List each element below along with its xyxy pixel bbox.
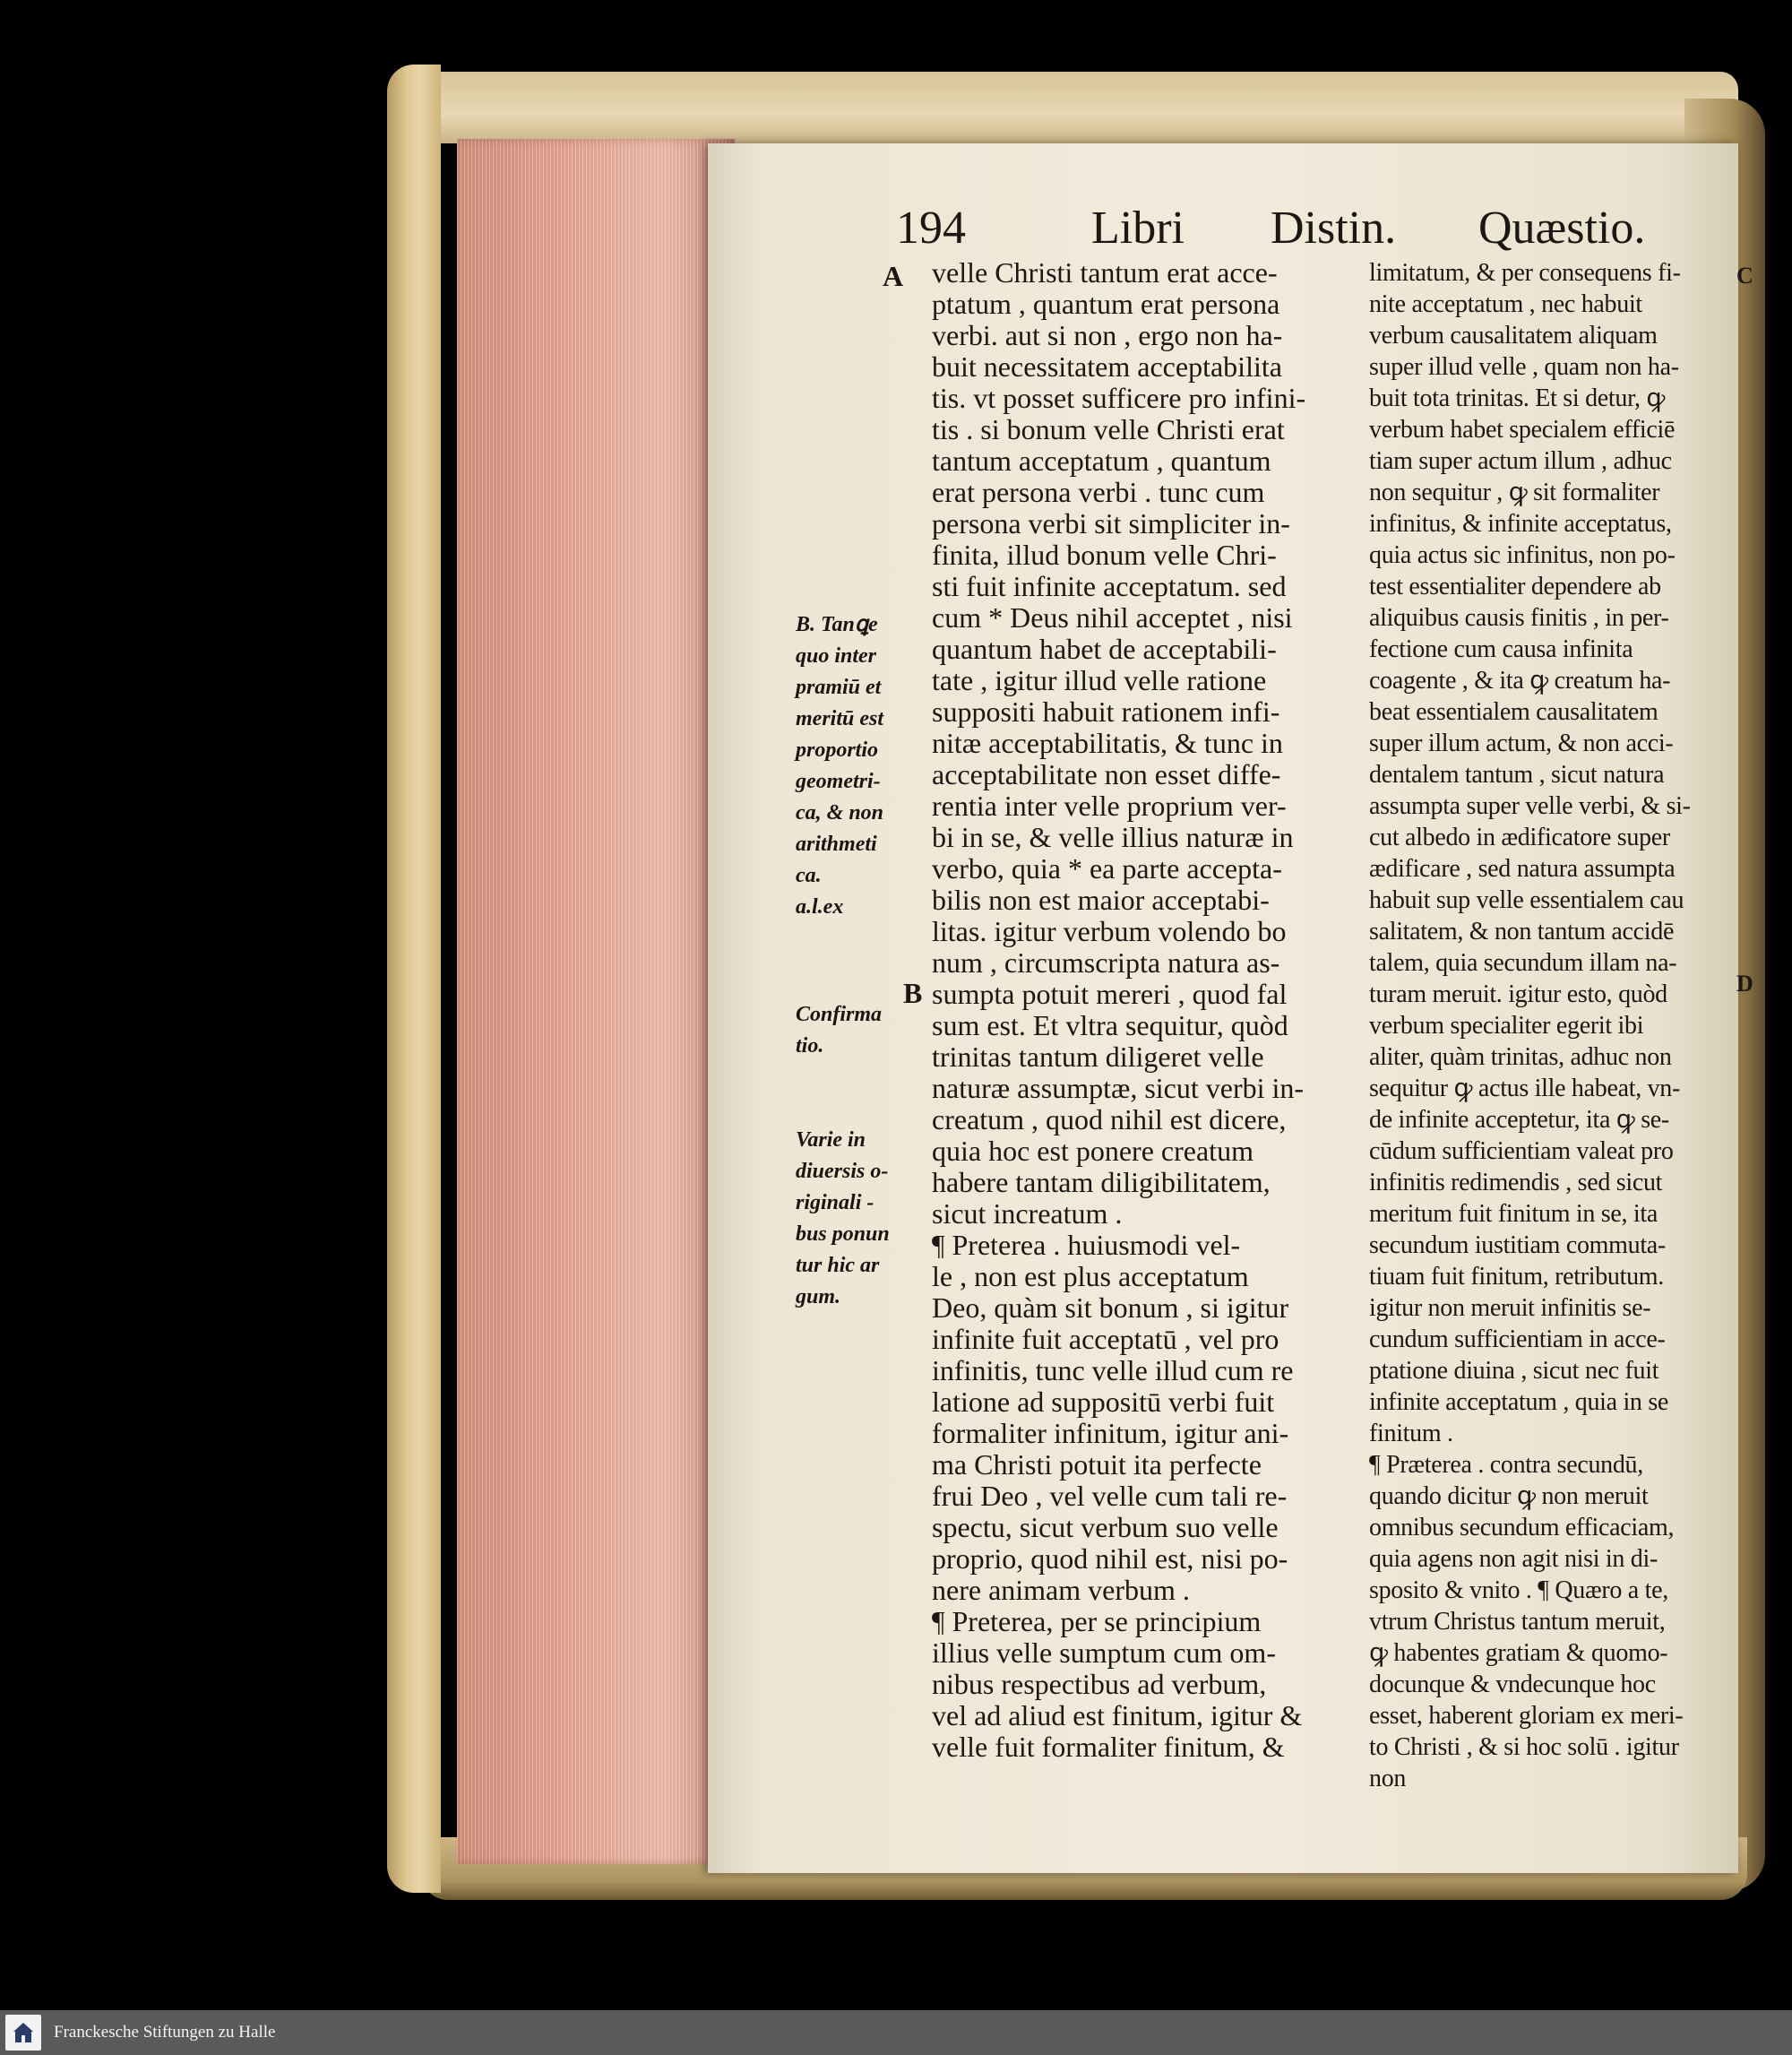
text-line: trinitas tantum diligeret velle: [932, 1040, 1264, 1073]
text-line: ædificare , sed natura assumpta: [1369, 855, 1676, 883]
text-line: proprio, quod nihil est, nisi po-: [932, 1542, 1288, 1575]
text-line: verbum habet specialem efficiē: [1369, 416, 1676, 444]
text-line: vtrum Christus tantum meruit,: [1369, 1608, 1666, 1636]
text-line: super illum actum, & non acci-: [1369, 730, 1674, 757]
text-line: a.l.ex: [796, 895, 844, 919]
text-line: frui Deo , vel velle cum tali re-: [932, 1480, 1288, 1512]
text-line: quo inter: [796, 644, 877, 668]
text-line: acceptabilitate non esset diffe-: [932, 758, 1281, 790]
text-line: nere animam verbum .: [932, 1574, 1190, 1606]
running-head-libri: Libri: [1091, 203, 1185, 254]
text-line: B. Tanꝗe: [796, 613, 878, 636]
text-line: cut albedo in ædificatore super: [1369, 824, 1670, 851]
text-line: beat essentialem causalitatem: [1369, 698, 1658, 726]
text-line: ¶ Preterea . huiusmodi vel-: [932, 1229, 1241, 1261]
text-line: aliter, quàm trinitas, adhuc non: [1369, 1043, 1672, 1071]
text-line: cūdum sufficientiam valeat pro: [1369, 1137, 1674, 1165]
text-line: finita, illud bonum velle Chri-: [932, 539, 1277, 571]
text-line: ca, & non: [796, 801, 884, 825]
text-line: quia actus sic infinitus, non po-: [1369, 541, 1676, 569]
text-line: verbi. aut si non , ergo non ha-: [932, 319, 1283, 351]
text-line: habuit sup velle essentialem cau: [1369, 886, 1684, 914]
text-line: persona verbi sit simpliciter in-: [932, 507, 1290, 540]
running-head-distin: Distin.: [1271, 203, 1397, 254]
text-line: cum * Deus nihil acceptet , nisi: [932, 601, 1293, 634]
text-line: bi in se, & velle illius naturæ in: [932, 821, 1294, 853]
text-line: ptatum , quantum erat persona: [932, 288, 1280, 320]
text-line: tis . si bonum velle Christi erat: [932, 413, 1285, 445]
text-line: verbum causalitatem aliquam: [1369, 322, 1658, 350]
text-line: limitatum, & per consequens fi-: [1369, 259, 1681, 287]
text-line: fectione cum causa infinita: [1369, 635, 1633, 663]
text-line: nite acceptatum , nec habuit: [1369, 290, 1642, 318]
text-line: nibus respectibus ad verbum,: [932, 1668, 1267, 1700]
footer-bar: [0, 2010, 1792, 2055]
text-line: formaliter infinitum, igitur ani-: [932, 1417, 1289, 1449]
text-line: litas. igitur verbum volendo bo: [932, 915, 1287, 947]
text-line: docunque & vndecunque hoc: [1369, 1671, 1656, 1698]
text-line: aliquibus causis finitis , in per-: [1369, 604, 1669, 632]
section-letter-d: D: [1736, 971, 1753, 997]
running-head-quaestio: Quæstio.: [1478, 203, 1646, 254]
text-line: arithmeti: [796, 833, 877, 856]
text-line: ¶ Præterea . contra secundū,: [1369, 1451, 1643, 1479]
text-line: to Christi , & si hoc solū . igitur: [1369, 1733, 1679, 1761]
text-line: ptatione diuina , sicut nec fuit: [1369, 1357, 1659, 1385]
text-line: tis. vt posset sufficere pro infini-: [932, 382, 1306, 414]
text-line: sti fuit infinite acceptatum. sed: [932, 570, 1287, 602]
text-line: rentia inter velle proprium ver-: [932, 790, 1287, 822]
text-line: tio.: [796, 1034, 824, 1058]
text-line: sicut increatum .: [932, 1197, 1123, 1230]
text-line: omnibus secundum efficaciam,: [1369, 1514, 1675, 1541]
text-line: verbum specialiter egerit ibi: [1369, 1012, 1644, 1040]
text-line: infinite acceptatum , quia in se: [1369, 1388, 1669, 1416]
text-line: num , circumscripta natura as-: [932, 946, 1280, 979]
text-line: coagente , & ita ꝙ creatum ha-: [1369, 667, 1671, 695]
text-line: buit necessitatem acceptabilita: [932, 350, 1282, 383]
text-line: salitatem, & non tantum accidē: [1369, 918, 1675, 945]
text-line: pramiū et: [796, 676, 882, 699]
text-line: bus ponun: [796, 1222, 890, 1246]
text-line: esset, haberent gloriam ex meri-: [1369, 1702, 1684, 1730]
text-line: finitum .: [1369, 1420, 1453, 1447]
section-letter-b: B: [903, 977, 923, 1009]
text-line: meritum fuit finitum in se, ita: [1369, 1200, 1658, 1228]
text-line: Varie in: [796, 1128, 866, 1152]
text-line: bilis non est maior acceptabi-: [932, 884, 1270, 916]
page-edges: [457, 139, 735, 1864]
text-line: tantum acceptatum , quantum: [932, 445, 1271, 477]
text-line: nitæ acceptabilitatis, & tunc in: [932, 727, 1283, 759]
text-line: ca.: [796, 864, 822, 887]
text-line: quia hoc est ponere creatum: [932, 1135, 1254, 1167]
text-line: riginali -: [796, 1191, 874, 1214]
text-line: suppositi habuit rationem infi-: [932, 695, 1280, 728]
text-line: buit tota trinitas. Et si detur, ꝙ: [1369, 384, 1666, 412]
binding-top: [421, 72, 1738, 143]
text-line: le , non est plus acceptatum: [932, 1260, 1249, 1292]
text-line: quantum habet de acceptabili-: [932, 633, 1277, 665]
text-line: erat persona verbi . tunc cum: [932, 476, 1265, 508]
page-number: 194: [896, 203, 966, 254]
text-line: de infinite acceptetur, ita ꝙ se-: [1369, 1106, 1669, 1134]
text-line: super illud velle , quam non ha-: [1369, 353, 1679, 381]
text-line: gum.: [796, 1285, 841, 1308]
institution-logo-icon: [5, 2015, 41, 2051]
text-line: Confirma: [796, 1003, 883, 1026]
text-line: quia agens non agit nisi in di-: [1369, 1545, 1658, 1573]
text-line: secundum iustitiam commuta-: [1369, 1231, 1666, 1259]
text-line: latione ad suppositū verbi fuit: [932, 1386, 1275, 1418]
text-line: assumpta super velle verbi, & si-: [1369, 792, 1691, 820]
text-line: proportio: [796, 738, 879, 762]
text-line: vel ad aliud est finitum, igitur &: [932, 1699, 1303, 1731]
text-line: tiam super actum illum , adhuc: [1369, 447, 1672, 475]
text-line: Deo, quàm sit bonum , si igitur: [932, 1291, 1289, 1324]
section-letter-a: A: [883, 260, 904, 292]
text-line: non: [1369, 1765, 1407, 1792]
text-line: infinitis, tunc velle illud cum re: [932, 1354, 1294, 1386]
text-line: velle Christi tantum erat acce-: [932, 256, 1278, 289]
text-line: quando dicitur ꝙ non meruit: [1369, 1482, 1649, 1510]
text-line: infinite fuit acceptatū , vel pro: [932, 1323, 1279, 1355]
institution-name: Franckesche Stiftungen zu Halle: [54, 2023, 276, 2042]
text-line: test essentialiter dependere ab: [1369, 573, 1661, 600]
text-line: geometri-: [796, 770, 881, 793]
text-line: ꝙ habentes gratiam & quomo-: [1369, 1639, 1668, 1667]
text-line: verbo, quia * ea parte accepta-: [932, 852, 1282, 885]
text-line: tiuam fuit finitum, retributum.: [1369, 1263, 1664, 1291]
text-line: sumpta potuit mereri , quod fal: [932, 978, 1288, 1010]
text-line: dentalem tantum , sicut natura: [1369, 761, 1665, 789]
text-line: velle fuit formaliter finitum, &: [932, 1731, 1285, 1763]
text-line: non sequitur , ꝙ sit formaliter: [1369, 479, 1660, 506]
text-line: ¶ Preterea, per se principium: [932, 1605, 1262, 1637]
binding-spine: [387, 65, 441, 1893]
text-line: diuersis o-: [796, 1160, 889, 1183]
text-line: spectu, sicut verbum suo velle: [932, 1511, 1279, 1543]
text-line: igitur non meruit infinitis se-: [1369, 1294, 1651, 1322]
text-line: infinitus, & infinite acceptatus,: [1369, 510, 1672, 538]
section-letter-c: C: [1736, 263, 1753, 289]
text-line: tate , igitur illud velle ratione: [932, 664, 1267, 696]
text-line: turam meruit. igitur esto, quòd: [1369, 980, 1667, 1008]
text-line: cundum sufficientiam in acce-: [1369, 1325, 1666, 1353]
text-line: illius velle sumptum cum om-: [932, 1636, 1276, 1669]
text-line: sum est. Et vltra sequitur, quòd: [932, 1009, 1288, 1041]
text-line: talem, quia secundum illam na-: [1369, 949, 1677, 977]
text-line: habere tantam diligibilitatem,: [932, 1166, 1271, 1198]
text-line: ma Christi potuit ita perfecte: [932, 1448, 1262, 1481]
text-line: sequitur ꝙ actus ille habeat, vn-: [1369, 1075, 1681, 1102]
text-line: creatum , quod nihil est dicere,: [932, 1103, 1287, 1135]
text-line: sposito & vnito . ¶ Quæro a te,: [1369, 1576, 1668, 1604]
text-line: tur hic ar: [796, 1254, 880, 1277]
text-line: infinitis redimendis , sed sicut: [1369, 1169, 1663, 1196]
text-line: meritū est: [796, 707, 884, 730]
text-line: naturæ assumptæ, sicut verbi in-: [932, 1072, 1305, 1104]
